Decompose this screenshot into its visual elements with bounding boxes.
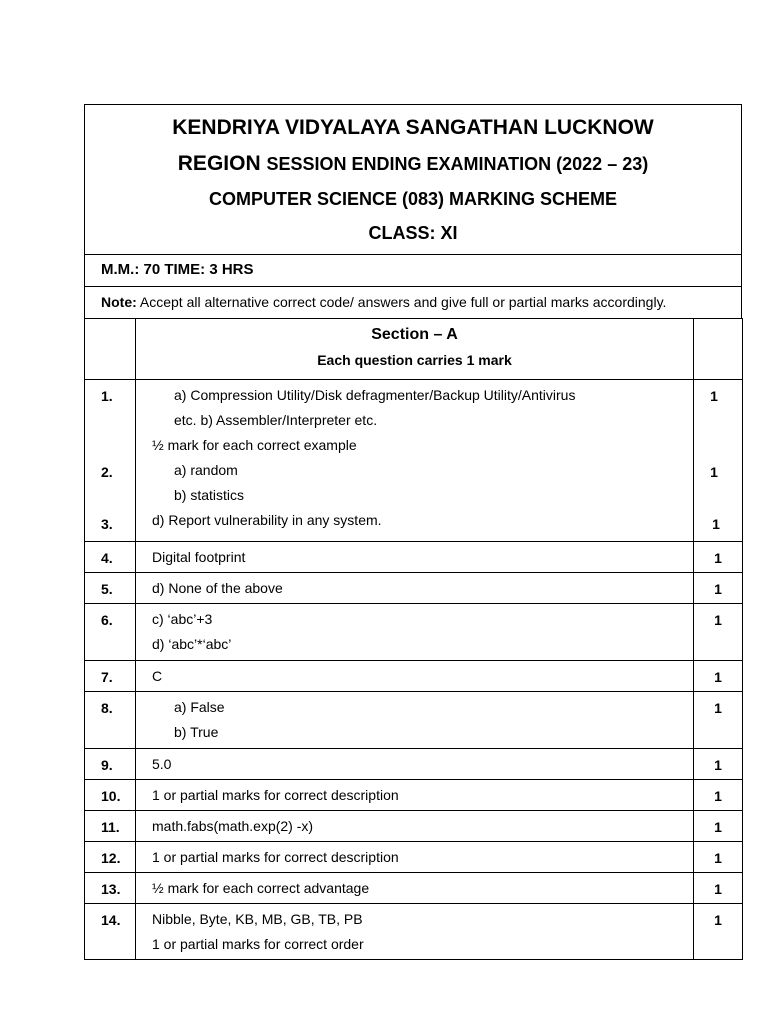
question-number: 12. <box>101 850 121 866</box>
section-marks-cell <box>694 319 743 380</box>
marks-cell <box>694 542 743 573</box>
table-row <box>85 780 743 811</box>
answer-cell <box>136 573 694 604</box>
document-header <box>84 104 742 254</box>
header-exam-title: SESSION ENDING EXAMINATION (2022 – 23) <box>266 154 649 174</box>
question-number-cell <box>85 780 136 811</box>
table-row <box>85 604 743 661</box>
answer-line: Nibble, Byte, KB, MB, GB, TB, PB <box>152 911 363 927</box>
answer-line: 5.0 <box>152 756 172 772</box>
question-number: 13. <box>101 881 121 897</box>
marks-value: 1 <box>714 850 722 866</box>
header-line-2 <box>85 152 741 176</box>
marks-value: 1 <box>714 757 722 773</box>
question-number: 14. <box>101 912 121 928</box>
answer-line: a) random <box>174 462 238 478</box>
answer-cell <box>136 873 694 904</box>
answer-line: c) ‘abc’+3 <box>152 611 213 627</box>
marks-value: 1 <box>710 388 718 404</box>
table-row <box>85 873 743 904</box>
marks-cell <box>694 811 743 842</box>
table-row <box>85 661 743 692</box>
question-number: 5. <box>101 581 113 597</box>
note-text: Accept all alternative correct code/ answers and give full or partial marks accordingly. <box>136 294 667 310</box>
answer-cell <box>136 604 694 661</box>
question-number-cell <box>85 904 136 960</box>
marks-cell <box>694 380 743 542</box>
answer-line: C <box>152 668 163 684</box>
question-number-cell <box>85 692 136 749</box>
question-number: 3. <box>101 516 113 532</box>
marks-cell <box>694 873 743 904</box>
section-title-cell <box>136 319 694 380</box>
question-number-cell <box>85 380 136 542</box>
question-number: 7. <box>101 669 113 685</box>
answer-cell <box>136 380 694 542</box>
answer-cell <box>136 542 694 573</box>
marks-value: 1 <box>714 912 722 928</box>
marks-value: 1 <box>714 550 722 566</box>
answer-cell <box>136 904 694 960</box>
question-number-cell <box>85 811 136 842</box>
answer-line: Digital footprint <box>152 549 246 565</box>
question-number: 1. <box>101 388 113 404</box>
marks-cell <box>694 573 743 604</box>
marks-value: 1 <box>714 881 722 897</box>
answer-line: a) False <box>174 699 225 715</box>
marks-cell <box>694 604 743 661</box>
answer-line: 1 or partial marks for correct description <box>152 787 399 803</box>
max-marks-time: M.M.: 70 TIME: 3 HRS <box>84 254 742 286</box>
question-number-cell <box>85 842 136 873</box>
answer-line: math.fabs(math.exp(2) -x) <box>152 818 314 834</box>
marks-cell <box>694 749 743 780</box>
answer-cell <box>136 811 694 842</box>
note-label: Note: <box>101 294 137 310</box>
table-row <box>85 811 743 842</box>
table-row <box>85 380 743 542</box>
table-row <box>85 749 743 780</box>
section-title: Section – A <box>371 326 458 343</box>
answer-line: 1 or partial marks for correct order <box>152 936 364 952</box>
marks-cell <box>694 904 743 960</box>
answer-line: ½ mark for each correct example <box>152 437 357 453</box>
marks-cell <box>694 692 743 749</box>
question-number-cell <box>85 749 136 780</box>
answer-cell <box>136 842 694 873</box>
answer-cell <box>136 692 694 749</box>
section-subtitle: Each question carries 1 mark <box>317 352 512 368</box>
question-number: 11. <box>101 819 120 835</box>
question-number-cell <box>85 573 136 604</box>
answer-table <box>84 318 743 960</box>
header-class: CLASS: XI <box>368 223 458 243</box>
marking-scheme-document <box>84 104 742 960</box>
answer-line: d) None of the above <box>152 580 283 596</box>
marks-value: 1 <box>714 581 722 597</box>
answer-line: 1 or partial marks for correct description <box>152 849 399 865</box>
marks-cell <box>694 780 743 811</box>
table-row <box>85 842 743 873</box>
question-number-cell <box>85 604 136 661</box>
answer-cell <box>136 780 694 811</box>
answer-line: b) True <box>174 724 219 740</box>
question-number: 4. <box>101 550 113 566</box>
marks-cell <box>694 661 743 692</box>
answer-rows <box>85 542 743 960</box>
table-row <box>85 542 743 573</box>
answer-line: d) Report vulnerability in any system. <box>152 512 382 528</box>
answer-line: b) statistics <box>174 487 245 503</box>
question-number: 8. <box>101 700 113 716</box>
question-number-cell <box>85 661 136 692</box>
marks-value: 1 <box>710 464 718 480</box>
answer-line: a) Compression Utility/Disk defragmenter/Backup Utility/Antivirus <box>174 387 576 403</box>
header-region: REGION <box>177 152 261 175</box>
section-header-row <box>85 319 743 380</box>
question-number: 9. <box>101 757 113 773</box>
answer-cell <box>136 749 694 780</box>
table-row <box>85 904 743 960</box>
section-number-cell <box>85 319 136 380</box>
marks-value: 1 <box>714 788 722 804</box>
answer-cell <box>136 661 694 692</box>
question-number: 10. <box>101 788 121 804</box>
question-number: 2. <box>101 464 113 480</box>
table-row <box>85 573 743 604</box>
header-line-1: KENDRIYA VIDYALAYA SANGATHAN LUCKNOW <box>172 116 654 139</box>
question-number-cell <box>85 873 136 904</box>
marks-value: 1 <box>714 819 722 835</box>
question-number-cell <box>85 542 136 573</box>
header-subject: COMPUTER SCIENCE (083) MARKING SCHEME <box>208 189 618 209</box>
question-number: 6. <box>101 612 113 628</box>
answer-line: etc. b) Assembler/Interpreter etc. <box>174 412 378 428</box>
marks-value: 1 <box>714 612 722 628</box>
answer-line: d) ‘abc’*‘abc’ <box>152 636 232 652</box>
note-line <box>84 286 742 318</box>
marks-value: 1 <box>712 516 720 532</box>
marks-value: 1 <box>714 700 722 716</box>
marks-cell <box>694 842 743 873</box>
answer-line: ½ mark for each correct advantage <box>152 880 370 896</box>
table-row <box>85 692 743 749</box>
marks-value: 1 <box>714 669 722 685</box>
